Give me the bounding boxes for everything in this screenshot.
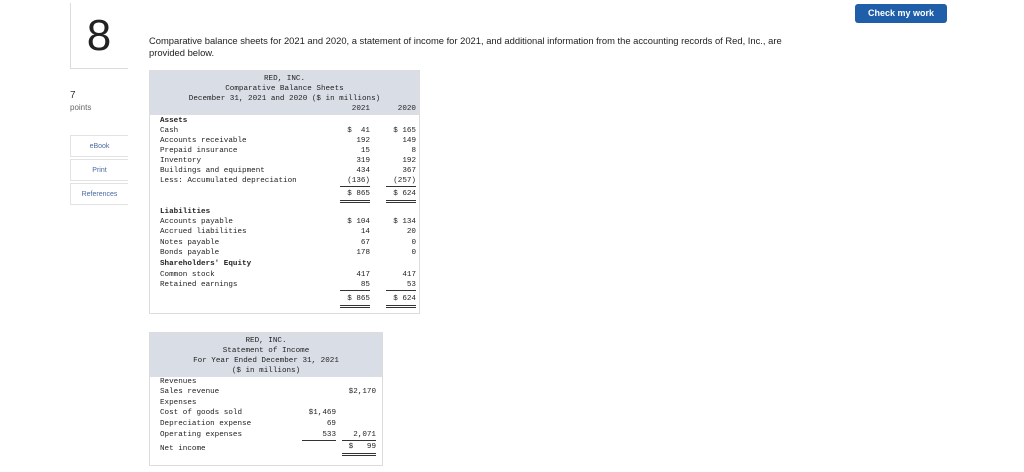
bs-asset-2021: $ 41 <box>347 127 370 135</box>
bs-equity-label: Common stock <box>160 271 215 279</box>
bs-asset-2021: (136) <box>340 176 370 187</box>
ebook-link[interactable]: eBook <box>70 135 128 157</box>
bs-equity-2021: 417 <box>356 271 370 279</box>
bs-asset-2021: 319 <box>356 157 370 165</box>
is-revenues-heading: Revenues <box>160 378 197 386</box>
bs-liabilities-heading: Liabilities <box>160 208 211 216</box>
bs-asset-2020: (257) <box>386 176 416 187</box>
bs-equity-2020: 417 <box>402 271 416 279</box>
is-expense-value: 69 <box>326 420 336 428</box>
is-expense-label: Cost of goods sold <box>160 409 243 417</box>
question-number: 8 <box>86 11 112 60</box>
bs-date-line: December 31, 2021 and 2020 ($ in millions) <box>188 95 381 103</box>
bs-le-total-2020: $ 624 <box>386 294 416 308</box>
references-link[interactable]: References <box>70 183 128 205</box>
bs-asset-label: Accounts receivable <box>160 137 247 145</box>
bs-liability-2020: $ 134 <box>393 218 416 226</box>
question-intro: Comparative balance sheets for 2021 and 2020, a statement of income for 2021, and additional information from the accounting records of Red, Inc., are provided below. <box>149 35 782 58</box>
is-period: For Year Ended December 31, 2021 <box>193 357 339 365</box>
bs-asset-2020: 149 <box>402 137 416 145</box>
bs-liability-2020: 0 <box>411 239 416 247</box>
bs-company: RED, INC. <box>263 75 305 83</box>
is-sales-value: $2,170 <box>348 388 376 396</box>
check-my-work-button[interactable]: Check my work <box>855 4 947 23</box>
resource-links <box>70 135 128 207</box>
bs-asset-2021: 192 <box>356 137 370 145</box>
is-company: RED, INC. <box>245 337 287 345</box>
bs-asset-2020: 367 <box>402 167 416 175</box>
bs-assets-total-2020: $ 624 <box>386 189 416 203</box>
bs-liability-2020: 0 <box>411 249 416 257</box>
is-total-expenses: 2,071 <box>342 430 376 441</box>
is-net-income-value: $ 99 <box>342 442 376 456</box>
bs-asset-label: Inventory <box>160 157 202 165</box>
bs-asset-2020: 8 <box>411 147 416 155</box>
balance-sheet-table <box>149 70 420 314</box>
bs-col-2020: 2020 <box>397 105 416 113</box>
bs-title: Comparative Balance Sheets <box>225 85 344 93</box>
bs-liability-label: Notes payable <box>160 239 220 247</box>
bs-liability-2021: 14 <box>360 228 370 236</box>
bs-asset-label: Cash <box>160 127 179 135</box>
bs-asset-label: Buildings and equipment <box>160 167 265 175</box>
is-expenses-heading: Expenses <box>160 399 197 407</box>
is-expense-value: 533 <box>302 430 336 441</box>
bs-asset-2020: $ 165 <box>393 127 416 135</box>
bs-liability-2021: 67 <box>360 239 370 247</box>
bs-equity-heading: Shareholders' Equity <box>160 260 252 268</box>
bs-le-total-2021: $ 865 <box>340 294 370 308</box>
income-statement-table <box>149 332 383 466</box>
bs-equity-2021: 85 <box>340 280 370 291</box>
bs-liability-label: Bonds payable <box>160 249 220 257</box>
is-expense-label: Operating expenses <box>160 431 243 439</box>
bs-liability-label: Accrued liabilities <box>160 228 247 236</box>
points-label: points <box>70 103 92 112</box>
bs-col-2021: 2021 <box>351 105 370 113</box>
bs-asset-label: Prepaid insurance <box>160 147 238 155</box>
bs-liability-2021: $ 104 <box>347 218 370 226</box>
bs-liability-label: Accounts payable <box>160 218 233 226</box>
is-expense-label: Depreciation expense <box>160 420 252 428</box>
bs-equity-2020: 53 <box>386 280 416 291</box>
is-units: ($ in millions) <box>231 367 301 375</box>
bs-assets-heading: Assets <box>160 117 188 125</box>
bs-liability-2021: 178 <box>356 249 370 257</box>
is-title: Statement of Income <box>222 347 310 355</box>
is-sales-label: Sales revenue <box>160 388 220 396</box>
print-link[interactable]: Print <box>70 159 128 181</box>
bs-asset-2021: 434 <box>356 167 370 175</box>
bs-assets-total-2021: $ 865 <box>340 189 370 203</box>
bs-equity-label: Retained earnings <box>160 281 238 289</box>
bs-asset-label: Less: Accumulated depreciation <box>160 177 297 185</box>
bs-asset-2021: 15 <box>360 147 370 155</box>
is-net-income-label: Net income <box>160 445 206 453</box>
bs-asset-2020: 192 <box>402 157 416 165</box>
bs-liability-2020: 20 <box>406 228 416 236</box>
is-expense-value: $1,469 <box>308 409 336 417</box>
points-value: 7 <box>70 90 76 101</box>
